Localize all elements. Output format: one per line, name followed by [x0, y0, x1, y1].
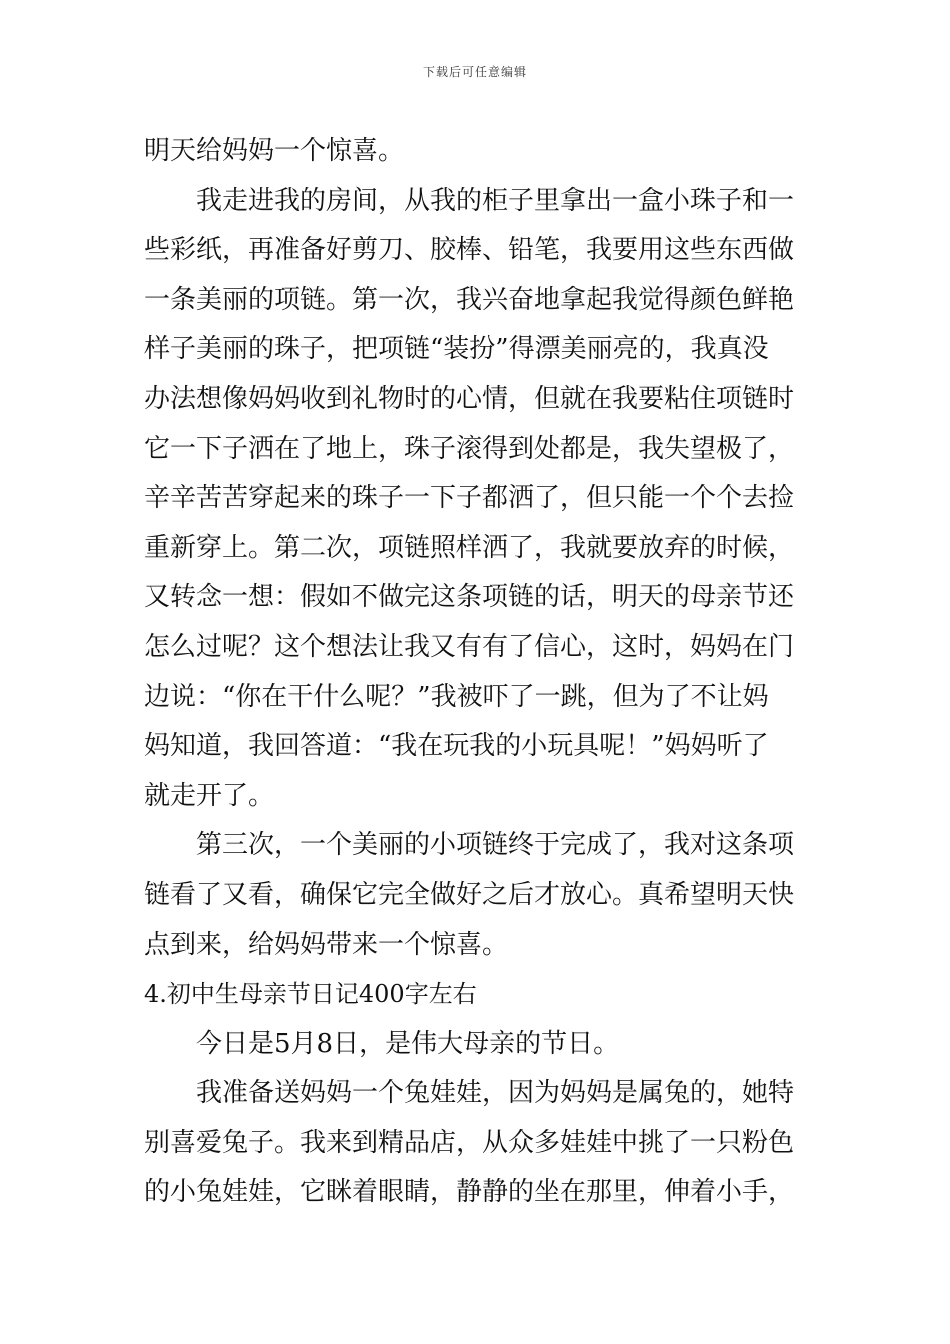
paragraph-start-line: 第三次，一个美丽的小项链终于完成了，我对这条项 — [196, 830, 795, 861]
text-line: 别喜爱兔子。我来到精品店，从众多娃娃中挑了一只粉色 — [144, 1127, 795, 1158]
paragraph-start-line: 我走进我的房间，从我的柜子里拿出一盒小珠子和一 — [196, 185, 795, 216]
text-line: 些彩纸，再准备好剪刀、胶棒、铅笔，我要用这些东西做 — [144, 235, 795, 266]
text-line: 辛辛苦苦穿起来的珠子一下子都洒了，但只能一个个去捡 — [144, 483, 795, 514]
text-line: 链看了又看，确保它完全做好之后才放心。真希望明天快 — [144, 879, 795, 910]
section-heading: 4.初中生母亲节日记400字左右 — [144, 980, 477, 1009]
page-header: 下载后可任意编辑 — [422, 65, 527, 79]
text-line: 又转念一想：假如不做完这条项链的话，明天的母亲节还 — [144, 582, 795, 613]
document-body — [144, 127, 806, 1218]
paragraph-start-line: 今日是5月8日，是伟大母亲的节日。 — [196, 1028, 620, 1059]
text-line: 怎么过呢？这个想法让我又有有了信心，这时，妈妈在门 — [144, 631, 795, 662]
text-line: 它一下子洒在了地上，珠子滚得到处都是，我失望极了， — [144, 433, 795, 464]
text-line: 办法想像妈妈收到礼物时的心情，但就在我要粘住项链时 — [144, 383, 795, 414]
paragraph-start-line: 我准备送妈妈一个兔娃娃，因为妈妈是属兔的，她特 — [196, 1078, 795, 1109]
text-line: 一条美丽的项链。第一次，我兴奋地拿起我觉得颜色鲜艳 — [144, 284, 795, 315]
text-line: 的小兔娃娃，它眯着眼睛，静静的坐在那里，伸着小手， — [144, 1177, 795, 1208]
text-line: 边说：“你在干什么呢？”我被吓了一跳，但为了不让妈 — [144, 681, 769, 712]
text-line: 点到来，给妈妈带来一个惊喜。 — [144, 929, 509, 960]
text-line: 妈知道，我回答道：“我在玩我的小玩具呢！”妈妈听了 — [144, 731, 769, 762]
text-line: 样子美丽的珠子，把项链“装扮”得漂美丽亮的，我真没 — [144, 334, 769, 365]
text-line: 重新穿上。第二次，项链照样洒了，我就要放弃的时候， — [144, 532, 795, 563]
text-line: 明天给妈妈一个惊喜。 — [144, 136, 405, 166]
text-line: 就走开了。 — [144, 780, 275, 811]
